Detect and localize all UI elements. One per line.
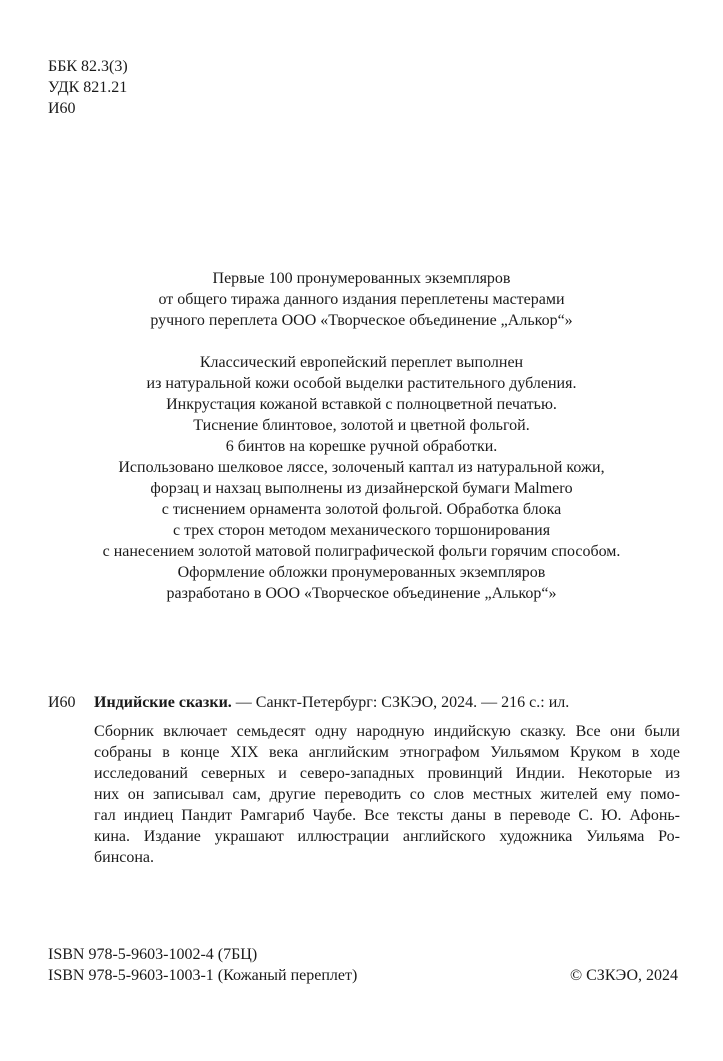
bbk-code: ББК 82.3(3) — [48, 58, 128, 75]
isbn-leather: ISBN 978-5-9603-1003-1 (Кожаный переплет) — [48, 967, 358, 984]
book-abstract — [94, 721, 680, 868]
abstract-line: кина. Издание украшают иллюстрации английского художника Уильяма Ро- — [94, 828, 680, 845]
binding-line: с нанесением золотой матовой полиграфической фольги горячим способом. — [102, 543, 621, 560]
binding-line: из натуральной кожи особой выделки растительного дубления. — [146, 375, 577, 392]
abstract-line: собраны в конце XIX века английским этнографом Уильямом Круком в ходе — [94, 744, 680, 761]
binding-line: 6 бинтов на корешке ручной обработки. — [225, 438, 498, 455]
abstract-line: бинсона. — [94, 849, 155, 866]
binding-description — [0, 352, 723, 604]
binding-line: с тиснением орнамента золотой фольгой. Обработка блока — [161, 501, 562, 518]
bibliographic-record — [48, 692, 680, 868]
binding-line: Тиснение блинтовое, золотой и цветной фольгой. — [193, 417, 530, 434]
binding-line: Классический европейский переплет выполнен — [199, 354, 524, 371]
udk-code: УДК 821.21 — [48, 79, 128, 96]
book-title: Индийские сказки. — [94, 694, 232, 711]
binding-line: форзац и нахзац выполнены из дизайнерской бумаги Malmero — [150, 480, 573, 497]
limited-line: от общего тиража данного издания переплетены мастерами — [158, 291, 565, 308]
biblio-code: И60 — [48, 694, 76, 711]
abstract-line: них он записывал сам, другие переводить со слов местных жителей ему помо- — [94, 786, 680, 803]
binding-line: Использовано шелковое ляссе, золоченый каптал из натуральной кожи, — [118, 459, 605, 476]
publication-info: — Санкт-Петербург: СЗКЭО, 2024. — 216 с.: ил. — [231, 694, 570, 711]
binding-line: с трех сторон методом механического торшонирования — [172, 522, 551, 539]
limited-edition-note — [0, 268, 723, 331]
isbn-block — [48, 944, 357, 986]
abstract-line: Сборник включает семьдесят одну народную индийскую сказку. Все они были — [94, 723, 680, 740]
binding-line: Оформление обложки пронумерованных экземпляров — [177, 564, 546, 581]
copyright-notice: © СЗКЭО, 2024 — [569, 967, 678, 984]
abstract-line: исследований северных и северо-западных провинций Индии. Некоторые из — [94, 765, 680, 782]
author-sign: И60 — [48, 100, 76, 117]
binding-line: разработано в ООО «Творческое объединение „Алькор“» — [166, 585, 557, 602]
biblio-heading — [48, 692, 680, 713]
limited-line: Первые 100 пронумерованных экземпляров — [212, 270, 511, 287]
abstract-line: гал индиец Пандит Рамгариб Чаубе. Все тексты даны в переводе С. Ю. Афонь- — [94, 807, 680, 824]
classification-codes — [48, 56, 128, 119]
binding-line: Инкрустация кожаной вставкой с полноцветной печатью. — [166, 396, 557, 413]
limited-line: ручного переплета ООО «Творческое объединение „Алькор“» — [150, 312, 573, 329]
isbn-7bc: ISBN 978-5-9603-1002-4 (7БЦ) — [48, 946, 258, 963]
